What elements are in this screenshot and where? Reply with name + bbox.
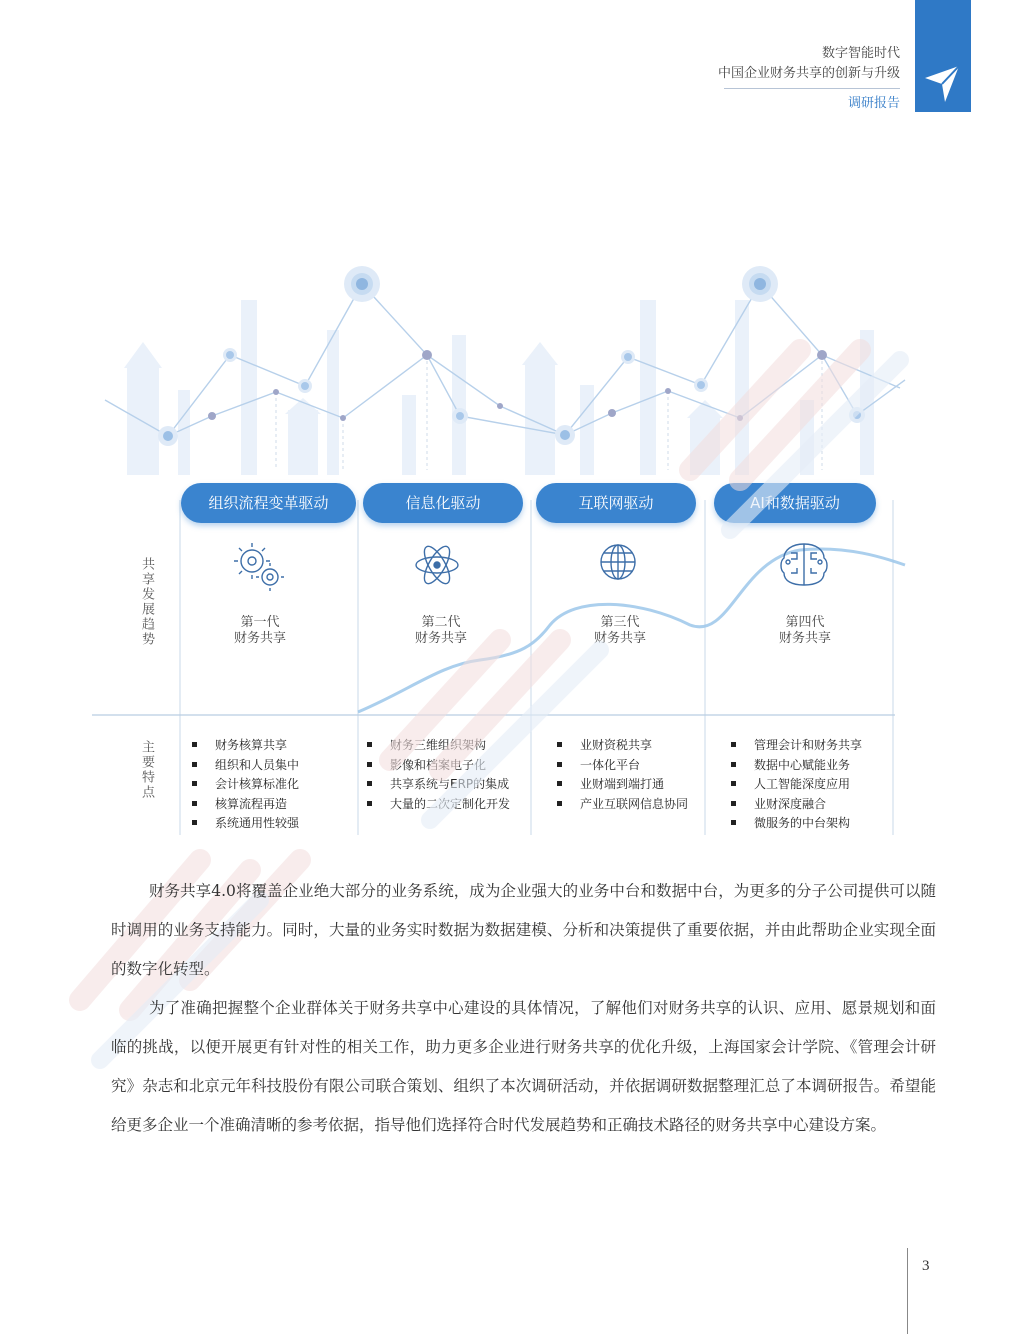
ai-brain-icon bbox=[781, 544, 827, 585]
list-item: 业财深度融合 bbox=[731, 795, 862, 815]
trend-nodes bbox=[158, 266, 865, 446]
row-label-features: 主要特点 bbox=[139, 740, 154, 800]
header-title-line2: 中国企业财务共享的创新与升级 bbox=[717, 66, 900, 81]
list-item: 大量的二次定制化开发 bbox=[367, 795, 510, 815]
body-paragraph-1: 财务共享4.0将覆盖企业绝大部分的业务系统，成为企业强大的业务中台和数据中台，为更多的分子公司提供可以随时调用的业务支持能力。同时，大量的业务实时数据为数据建模、分析和决策提供了重要依据，并由此帮助企业实现全面的数字化转型。 bbox=[111, 882, 936, 978]
background-bars bbox=[124, 300, 874, 475]
feature-list-gen4 bbox=[731, 736, 862, 834]
list-item: 核算流程再造 bbox=[192, 795, 299, 815]
header-title-line1: 数字智能时代 bbox=[821, 46, 900, 61]
column-header-gen1: 组织流程变革驱动 bbox=[181, 483, 356, 523]
list-item: 一体化平台 bbox=[557, 756, 688, 776]
generation-label-2: 第二代 财务共享 bbox=[414, 615, 467, 646]
list-item: 组织和人员集中 bbox=[192, 756, 299, 776]
list-item: 系统通用性较强 bbox=[192, 814, 299, 834]
generation-label-3: 第三代 财务共享 bbox=[593, 615, 646, 646]
list-item: 人工智能深度应用 bbox=[731, 775, 862, 795]
list-item: 共享系统与ERP的集成 bbox=[367, 775, 510, 795]
column-header-gen4: AI和数据驱动 bbox=[714, 483, 876, 523]
generation-label-4: 第四代 财务共享 bbox=[778, 615, 831, 646]
list-item: 财务三维组织架构 bbox=[367, 736, 510, 756]
feature-list-gen3 bbox=[557, 736, 688, 814]
list-item: 业财资税共享 bbox=[557, 736, 688, 756]
column-header-gen2: 信息化驱动 bbox=[363, 483, 523, 523]
generation-label-1: 第一代 财务共享 bbox=[233, 615, 286, 646]
list-item: 产业互联网信息协同 bbox=[557, 795, 688, 815]
list-item: 微服务的中台架构 bbox=[731, 814, 862, 834]
row-label-trend: 共享发展趋势 bbox=[139, 557, 154, 647]
header-title-line3: 调研报告 bbox=[847, 96, 900, 111]
globe-icon bbox=[601, 545, 635, 579]
list-item: 业财端到端打通 bbox=[557, 775, 688, 795]
list-item: 会计核算标准化 bbox=[192, 775, 299, 795]
list-item: 影像和档案电子化 bbox=[367, 756, 510, 776]
feature-list-gen2 bbox=[367, 736, 510, 814]
feature-list-gen1 bbox=[192, 736, 299, 834]
footer-rule bbox=[907, 1248, 908, 1334]
trend-lines bbox=[105, 284, 905, 436]
gears-icon bbox=[234, 543, 284, 591]
body-paragraph-2: 为了准确把握整个企业群体关于财务共享中心建设的具体情况，了解他们对财务共享的认识、应用、愿景规划和面临的挑战，以便开展更有针对性的相关工作，助力更多企业进行财务共享的优化升级，上海国家会计学院、《管理会计研究》杂志和北京元年科技股份有限公司联合策划、组织了本次调研活动，并依据调研数据整理汇总了本调研报告。希望能给更多企业一个准确清晰的参考依据，指导他们选择符合时代发展趋势和正确技术路径的财务共享中心建设方案。 bbox=[111, 999, 936, 1134]
atom-icon bbox=[416, 543, 458, 587]
column-header-gen3: 互联网驱动 bbox=[536, 483, 696, 523]
list-item: 财务核算共享 bbox=[192, 736, 299, 756]
page-number: 3 bbox=[922, 1258, 930, 1274]
list-item: 管理会计和财务共享 bbox=[731, 736, 862, 756]
list-item: 数据中心赋能业务 bbox=[731, 756, 862, 776]
